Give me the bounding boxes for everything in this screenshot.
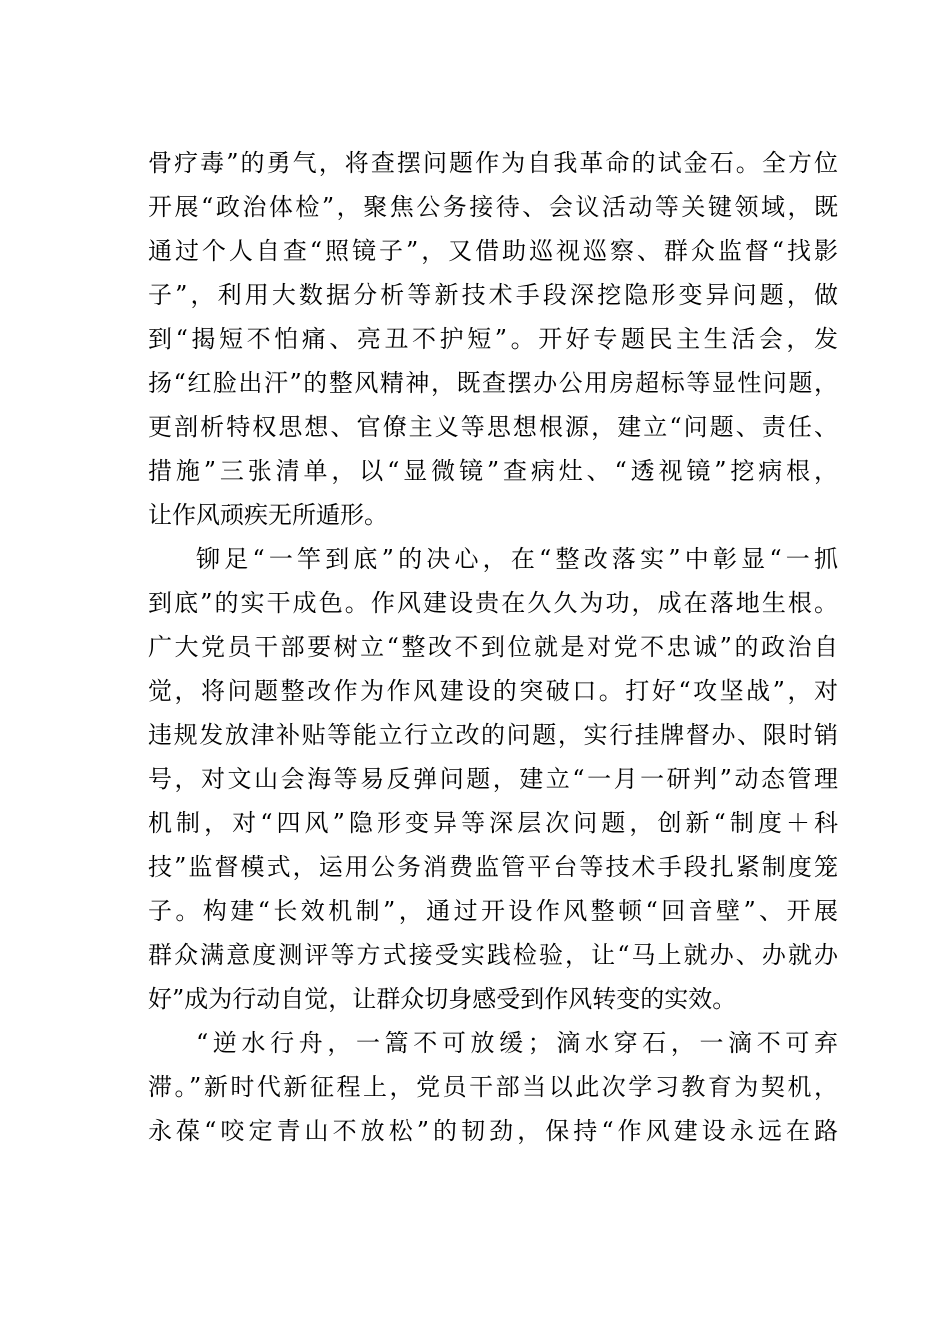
text-line: 通过个人自查“照镜子”，又借助巡视巡察、群众监督“找影	[148, 237, 838, 265]
text-line: 永葆“咬定青山不放松”的韧劲，保持“作风建设永远在路	[148, 1117, 838, 1145]
text-line: 子。构建“长效机制”，通过开设作风整顿“回音壁”、开展	[148, 897, 838, 925]
text-line: 让作风顽疾无所遁形。	[148, 501, 388, 529]
text-line: 子”，利用大数据分析等新技术手段深挖隐形变异问题，做	[148, 281, 838, 309]
text-line: 群众满意度测评等方式接受实践检验，让“马上就办、办就办	[148, 941, 838, 969]
text-line: 扬“红脸出汗”的整风精神，既查摆办公用房超标等显性问题，	[148, 369, 838, 397]
body-text	[148, 141, 838, 1153]
text-line: 开展“政治体检”，聚焦公务接待、会议活动等关键领域，既	[148, 193, 838, 221]
text-line: 措施”三张清单，以“显微镜”查病灶、“透视镜”挖病根，	[148, 457, 838, 485]
paragraph-first-line: “逆水行舟，一篙不可放缓；滴水穿石，一滴不可弃	[196, 1029, 838, 1057]
paragraph-first-line: 铆足“一竿到底”的决心，在“整改落实”中彰显“一抓	[196, 545, 838, 573]
text-line: 违规发放津补贴等能立行立改的问题，实行挂牌督办、限时销	[148, 721, 838, 749]
text-line: 号，对文山会海等易反弹问题，建立“一月一研判”动态管理	[148, 765, 838, 793]
text-line: 到底”的实干成色。作风建设贵在久久为功，成在落地生根。	[148, 589, 838, 617]
text-line: 骨疗毒”的勇气，将查摆问题作为自我革命的试金石。全方位	[148, 149, 838, 177]
text-line: 到“揭短不怕痛、亮丑不护短”。开好专题民主生活会，发	[148, 325, 838, 353]
text-line: 觉，将问题整改作为作风建设的突破口。打好“攻坚战”，对	[148, 677, 838, 705]
text-line: 好”成为行动自觉，让群众切身感受到作风转变的实效。	[148, 985, 737, 1013]
text-line: 机制，对“四风”隐形变异等深层次问题，创新“制度＋科	[148, 809, 838, 837]
text-line: 技”监督模式，运用公务消费监管平台等技术手段扎紧制度笼	[148, 853, 838, 881]
text-line: 更剖析特权思想、官僚主义等思想根源，建立“问题、责任、	[148, 413, 838, 441]
text-line: 广大党员干部要树立“整改不到位就是对党不忠诚”的政治自	[148, 633, 838, 661]
text-line: 滞。”新时代新征程上，党员干部当以此次学习教育为契机，	[148, 1073, 838, 1101]
